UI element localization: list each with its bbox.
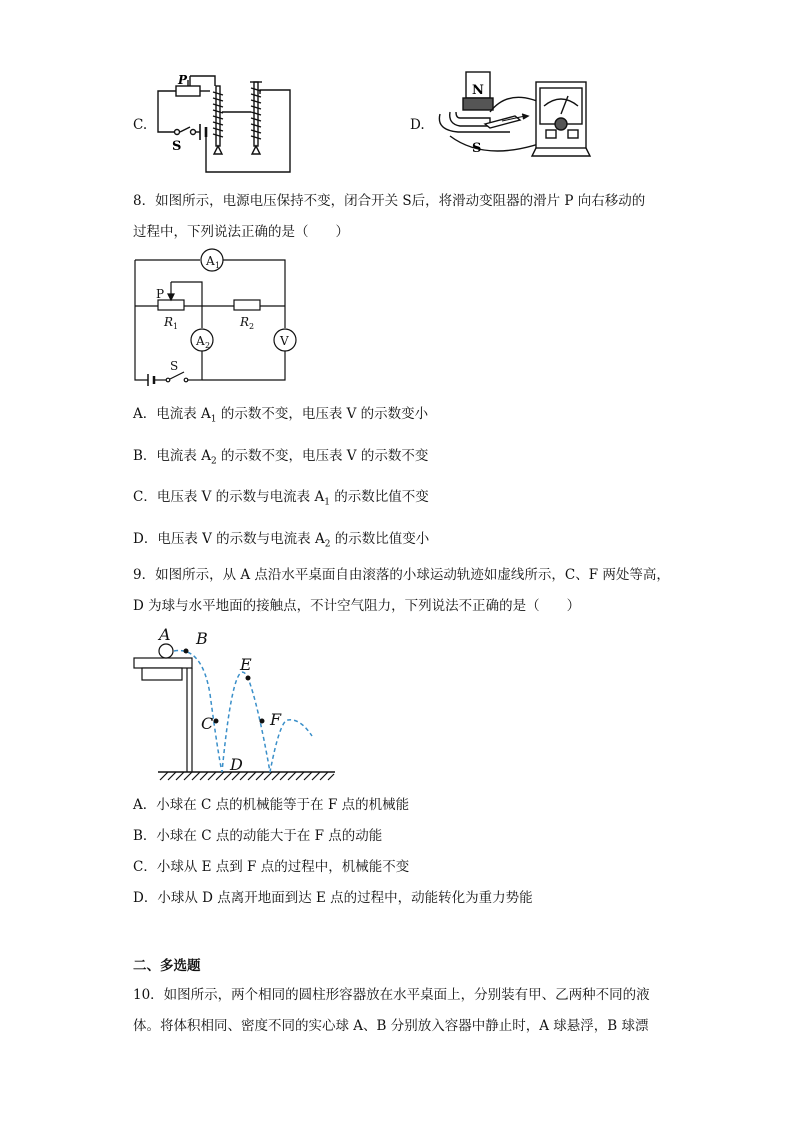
label-d: D: [230, 755, 243, 774]
resistor-r2-label: R: [240, 315, 250, 329]
q8-stem-line1: 8．如图所示，电源电压保持不变，闭合开关 S后，将滑动变阻器的滑片 P 向右移动的: [133, 193, 646, 209]
section-heading: 二、多选题: [133, 958, 201, 974]
label-f: F: [270, 710, 282, 729]
fig-c-label-s: S: [172, 139, 182, 154]
q9-stem-line2: D 为球与水平地面的接触点，不计空气阻力，下列说法不正确的是（ ）: [133, 598, 581, 614]
fig-d-label-n: N: [472, 83, 484, 98]
q10-stem-line2: 体。将体积相同、密度不同的实心球 A、B 分别放入容器中静止时，A 球悬浮，B 球漂: [133, 1018, 649, 1034]
option-d-label: D.: [410, 117, 425, 133]
q8-option-a: A．电流表 $A_1$ 的示数不变，电压表 V 的示数变小: [133, 406, 429, 425]
svg-text:2: 2: [249, 322, 255, 331]
point-b-marker: [184, 649, 189, 654]
q10-stem-line1: 10．如图所示，两个相同的圆柱形容器放在水平桌面上，分别装有甲、乙两种不同的液: [133, 987, 650, 1003]
q8-option-c: C．电压表 V 的示数与电流表 $A_1$ 的示数比值不变: [133, 489, 429, 508]
q8-stem-line2: 过程中，下列说法正确的是（ ）: [133, 224, 349, 240]
fig-d-label-s: S: [472, 141, 482, 156]
q9-ball-trajectory-diagram: [130, 624, 340, 786]
label-b: B: [196, 629, 208, 648]
q9-option-a: A．小球在 C 点的机械能等于在 F 点的机械能: [133, 797, 410, 813]
q9-stem-line1: 9．如图所示，从 A 点沿水平桌面自由滚落的小球运动轨迹如虚线所示，C、F 两处等高，: [133, 567, 670, 583]
svg-text:2: 2: [205, 341, 211, 350]
point-c-marker: [214, 719, 219, 724]
label-e: E: [240, 655, 252, 674]
resistor-r1-label: R: [164, 315, 174, 329]
ammeter-a1-label: A: [206, 254, 215, 268]
svg-text:1: 1: [215, 261, 221, 270]
q9-option-d: D．小球从 D 点离开地面到达 E 点的过程中，动能转化为重力势能: [133, 890, 533, 906]
option-c-label: C.: [133, 117, 148, 133]
q8-option-d: D．电压表 V 的示数与电流表 $A_2$ 的示数比值变小: [133, 531, 430, 550]
point-e-marker: [246, 676, 251, 681]
switch-label-s: S: [170, 359, 179, 373]
point-f-marker: [260, 719, 265, 724]
slider-label-p: P: [156, 287, 165, 301]
q8-circuit-diagram: [130, 248, 300, 388]
q9-option-b: B．小球在 C 点的动能大于在 F 点的动能: [133, 828, 383, 844]
voltmeter-label: V: [280, 334, 289, 348]
svg-text:1: 1: [173, 322, 179, 331]
q8-option-b: B．电流表 $A_2$ 的示数不变，电压表 V 的示数不变: [133, 448, 429, 467]
q9-option-c: C．小球从 E 点到 F 点的过程中，机械能不变: [133, 859, 410, 875]
ammeter-a2-label: A: [196, 334, 205, 348]
label-c: C: [201, 714, 214, 733]
label-a: A: [159, 625, 171, 644]
electromagnet-circuit-figure: [150, 72, 295, 177]
fig-c-label-p: P: [178, 73, 188, 87]
magnet-galvanometer-figure: [430, 66, 600, 174]
